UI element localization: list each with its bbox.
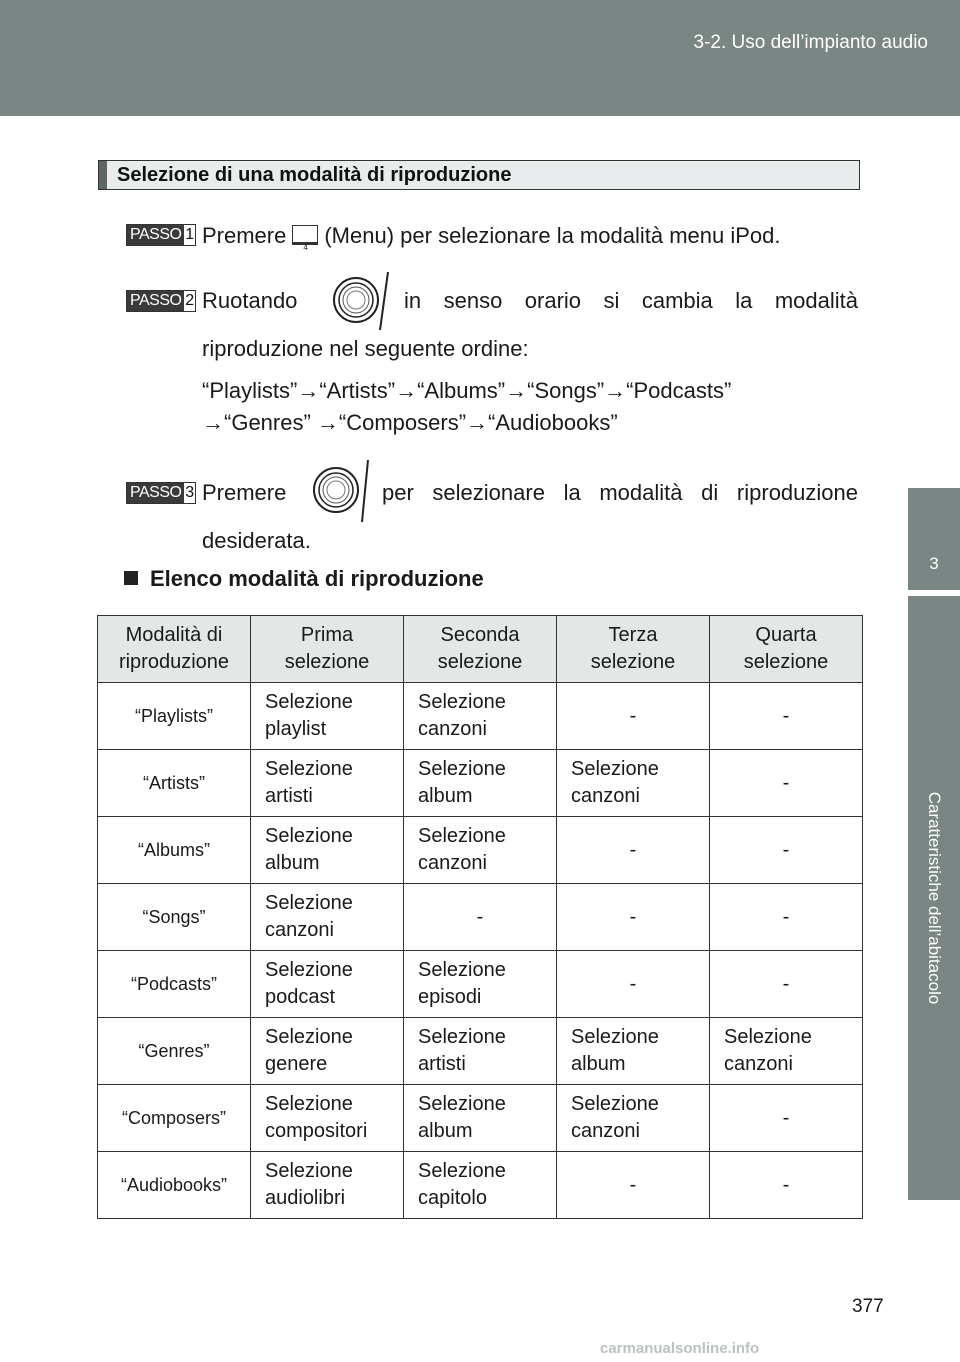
selection-cell: Selezione artisti (404, 1018, 557, 1085)
selection-cell: - (710, 683, 863, 750)
mode-cell: “Albums” (98, 817, 251, 884)
selection-cell: Selezione compositori (251, 1085, 404, 1152)
step-1-after: (Menu) per selezionare la modalità menu iPod. (324, 223, 781, 248)
selection-cell: - (710, 817, 863, 884)
selection-cell: - (557, 884, 710, 951)
selection-cell: Selezione album (404, 1085, 557, 1152)
selection-cell: Selezione album (557, 1018, 710, 1085)
header-section-title: 3-2. Uso dell’impianto audio (693, 32, 928, 53)
header-cell: Quarta selezione (710, 616, 863, 683)
step-1-before: Premere (202, 223, 287, 248)
selection-cell: Selezione canzoni (404, 683, 557, 750)
selection-cell: - (710, 884, 863, 951)
header-cell: Prima selezione (251, 616, 404, 683)
selection-cell: Selezione album (251, 817, 404, 884)
selection-cell: - (710, 1085, 863, 1152)
play-mode-table (97, 615, 863, 1219)
play-order-line2: →“Genres” →“Composers”→“Audiobooks” (202, 410, 618, 435)
step-word: PASSO (127, 291, 184, 311)
selection-cell: Selezione canzoni (710, 1018, 863, 1085)
mode-cell: “Composers” (98, 1085, 251, 1152)
step-3-badge (126, 482, 196, 504)
selection-cell: Selezione canzoni (557, 1085, 710, 1152)
square-bullet-icon (124, 571, 138, 585)
table-row (98, 683, 863, 750)
step-1-text (202, 221, 780, 251)
selection-cell: - (557, 1152, 710, 1219)
step-number: 1 (185, 226, 195, 243)
table-header-row (98, 616, 863, 683)
play-order-line1: “Playlists”→“Artists”→“Albums”→“Songs”→“Podcasts” (202, 378, 732, 403)
selection-cell: - (710, 951, 863, 1018)
menu-key-label: 4 (303, 243, 308, 253)
selection-cell: Selezione capitolo (404, 1152, 557, 1219)
mode-cell: “Playlists” (98, 683, 251, 750)
selection-cell: Selezione podcast (251, 951, 404, 1018)
header-cell: Seconda selezione (404, 616, 557, 683)
selection-cell: Selezione episodi (404, 951, 557, 1018)
selection-cell: - (557, 817, 710, 884)
tune-knob-icon (310, 460, 374, 524)
mode-cell: “Audiobooks” (98, 1152, 251, 1219)
table-row (98, 951, 863, 1018)
selection-cell: Selezione genere (251, 1018, 404, 1085)
step-3-before: Premere (202, 480, 287, 505)
selection-cell: Selezione album (404, 750, 557, 817)
header-cell: Modalità di riproduzione (98, 616, 251, 683)
table-row (98, 817, 863, 884)
page-number: 377 (852, 1296, 884, 1317)
selection-cell: Selezione audiolibri (251, 1152, 404, 1219)
selection-cell: Selezione canzoni (557, 750, 710, 817)
selection-cell: - (557, 951, 710, 1018)
step-word: PASSO (127, 483, 184, 503)
table-row (98, 884, 863, 951)
step-2-after: in senso orario si cambia la modalità (404, 288, 858, 313)
mode-cell: “Songs” (98, 884, 251, 951)
step-word: PASSO (127, 225, 184, 245)
step-1-badge (126, 224, 196, 246)
subheading (124, 566, 484, 592)
selection-cell: Selezione canzoni (251, 884, 404, 951)
selection-cell: - (710, 750, 863, 817)
chapter-label: Caratteristiche dell’abitacolo (925, 791, 944, 1005)
header-bar (0, 0, 960, 116)
section-accent (99, 161, 107, 189)
step-number: 2 (185, 292, 195, 309)
header-cell: Terza selezione (557, 616, 710, 683)
step-2-before: Ruotando (202, 288, 298, 313)
table-row (98, 1018, 863, 1085)
selection-cell: Selezione playlist (251, 683, 404, 750)
selection-cell: - (710, 1152, 863, 1219)
section-heading (98, 160, 860, 190)
step-3-after: per selezionare la modalità di riproduzione (382, 480, 858, 505)
step-2-line2: riproduzione nel seguente ordine: (202, 336, 529, 361)
table-row (98, 1085, 863, 1152)
mode-cell: “Artists” (98, 750, 251, 817)
selection-cell: - (557, 683, 710, 750)
chapter-number-tab (908, 488, 960, 590)
table-row (98, 750, 863, 817)
mode-cell: “Genres” (98, 1018, 251, 1085)
step-number: 3 (185, 484, 195, 501)
step-2-badge (126, 290, 196, 312)
section-title: Selezione di una modalità di riproduzione (117, 164, 512, 186)
selection-cell: Selezione artisti (251, 750, 404, 817)
chapter-number: 3 (929, 554, 939, 573)
watermark: carmanualsonline.info (600, 1340, 760, 1357)
mode-cell: “Podcasts” (98, 951, 251, 1018)
tune-knob-icon (330, 272, 394, 332)
selection-cell: - (404, 884, 557, 951)
selection-cell: Selezione canzoni (404, 817, 557, 884)
step-3-line2: desiderata. (202, 528, 311, 553)
menu-button-icon (292, 225, 318, 253)
table-row (98, 1152, 863, 1219)
chapter-side-tab (908, 596, 960, 1200)
subheading-text: Elenco modalità di riproduzione (150, 566, 484, 591)
